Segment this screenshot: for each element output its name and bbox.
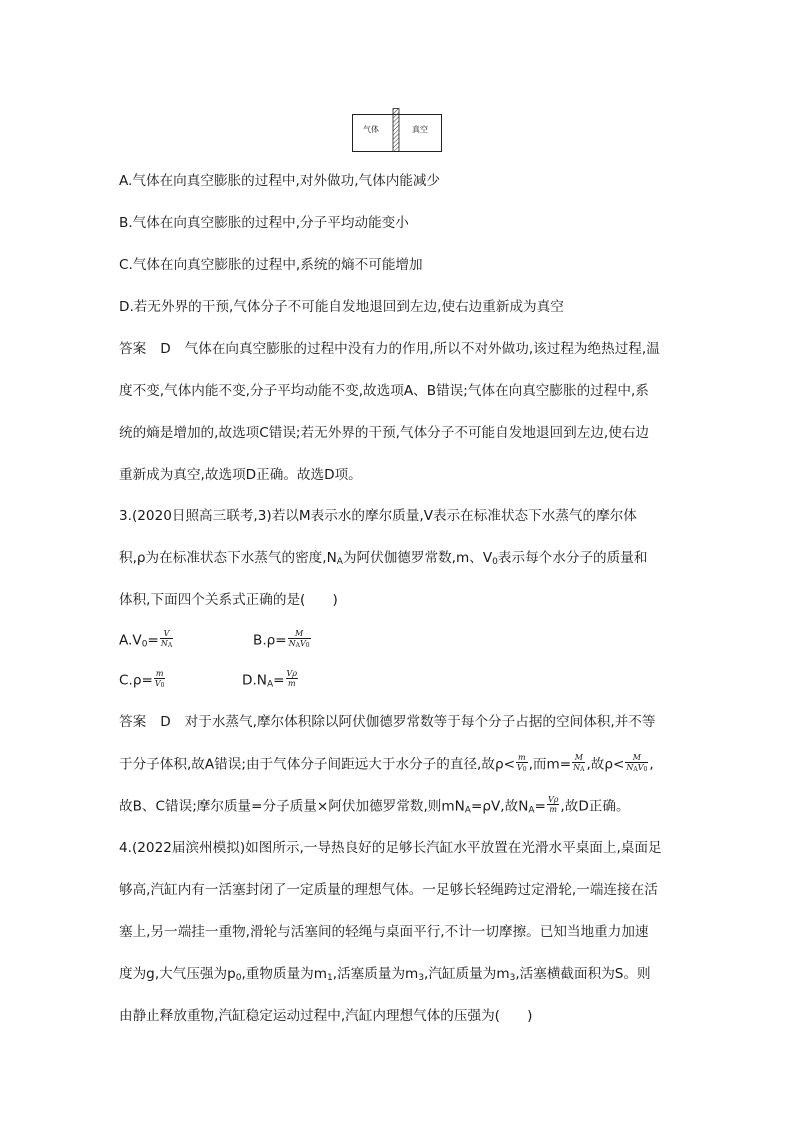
fraction-m-over-v0 [516,753,528,772]
den-sub-0: 0 [305,642,310,649]
q2-answer-choice: D [160,341,171,357]
q4-line-4 [119,965,651,983]
denominator [572,763,585,772]
q3-option-d-prefix: D.N [242,672,267,689]
den-sub-0: 0 [643,766,648,773]
q3-option-c [119,671,166,690]
den-sub-0: 0 [160,682,165,689]
q2-answer-line [119,340,660,358]
q4-line-4c: ,活塞质量为m [332,966,419,982]
den-sub-a: A [580,766,585,773]
fraction-v-over-na [160,629,173,648]
q4-line-2: 够高,汽缸内有一活塞封闭了一定质量的理想气体。一足够长轻绳跨过定滑轮,一端连接在活 [119,882,658,898]
q3-explanation-2 [119,755,654,774]
q3-exp-2a: 于分子体积,故A错误;由于气体分子间距远大于水分子的直径,故ρ< [119,756,515,773]
denominator: m [549,805,557,814]
q3-stem-3: 体积,下面四个关系式正确的是( ) [119,592,338,608]
denominator [160,639,173,648]
q4-line-4b: ,重物质量为m [241,966,328,982]
numerator: m [154,669,166,679]
equals-sign: = [273,672,285,689]
q3-option-c-prefix: C.ρ= [119,672,153,689]
den-n: N [573,763,581,772]
numerator: m [516,753,528,763]
piston [393,109,399,152]
subscript-0: 0 [141,639,148,650]
den-n: N [160,639,168,648]
numerator: M [288,629,311,639]
q3-exp-2c: ,故ρ< [586,756,625,773]
q3-exp-3c: = [534,798,546,815]
fraction-vrho-over-m [547,795,559,814]
q4-line-5: 由静止释放重物,汽缸稳定运动过程中,汽缸内理想气体的压强为( ) [119,1008,533,1024]
subscript-0: 0 [235,973,242,983]
numerator: M [625,753,648,763]
q2-option-d: D.若无外界的干预,气体分子不可能自发地退回到左边,使右边重新成为真空 [119,299,564,315]
q3-exp-3d: ,故D正确。 [560,798,630,815]
equals-sign: = [147,632,159,649]
q3-explanation-1: 对于水蒸气,摩尔体积除以阿伏伽德罗常数等于每个分子占据的空间体积,并不等 [184,714,656,730]
q3-option-b [253,631,312,650]
q3-stem-2b: 为阿伏伽德罗常数,m、V [342,550,493,566]
subscript-a: A [528,805,535,816]
denominator [288,639,311,648]
q3-option-d [242,671,299,690]
vacuum-label: 真空 [412,125,428,134]
den-sub-a: A [295,642,301,649]
numerator: M [572,753,585,763]
subscript-3: 3 [418,973,425,983]
q2-explanation-3: 统的熵是增加的,故选项C错误;若无外界的干预,气体分子不可能自发地退回到左边,使右边 [119,425,650,441]
q2-explanation-1: 气体在向真空膨胀的过程中没有力的作用,所以不对外做功,该过程为绝热过程,温 [184,341,660,357]
numerator: Vρ [547,795,559,804]
gas-label: 气体 [363,125,379,134]
numerator: V [160,629,173,639]
q2-answer-label: 答案 [119,341,147,357]
q2-option-b: B.气体在向真空膨胀的过程中,分子平均动能变小 [119,215,409,231]
den-v: V [516,763,523,772]
q2-explanation-4: 重新成为真空,故选项D正确。故选D项。 [119,467,362,483]
den-sub-0: 0 [522,766,527,773]
q4-line-4e: ,活塞横截面积为S。则 [515,966,651,982]
q3-answer-label: 答案 [119,714,147,730]
den-v: V [300,639,306,648]
subscript-1: 1 [327,973,333,983]
den-n: N [288,639,296,648]
q3-exp-3b: =ρV,故N [470,798,529,815]
q4-line-3: 塞上,另一端挂一重物,滑轮与活塞间的轻绳与桌面平行,不计一切摩擦。已知当地重力加速 [119,924,649,940]
q3-exp-2b: ,而m= [528,756,572,773]
q2-explanation-2: 度不变,气体内能不变,分子平均动能不变,故选项A、B错误;气体在向真空膨胀的过程中,系 [119,383,649,399]
fraction-m-over-na-v0 [288,629,311,648]
q2-option-a: A.气体在向真空膨胀的过程中,对外做功,气体内能减少 [119,173,441,189]
cylinder-figure [352,108,442,152]
q4-line-4a: 度为g,大气压强为p [119,966,236,982]
fraction-vrho-over-m [286,669,298,688]
q3-stem-2c: 表示每个水分子的质量和 [497,550,648,566]
q3-option-a-prefix: A.V [119,632,142,649]
denominator [625,763,648,772]
q3-stem-2a: 积,ρ为在标准状态下水蒸气的密度,N [119,550,337,566]
subscript-3: 3 [509,973,516,983]
subscript-a: A [266,679,274,690]
fraction-m-over-na-v0 [625,753,648,772]
q3-stem-1: 3.(2020日照高三联考,3)若以M表示水的摩尔质量,V表示在标准状态下水蒸气的摩尔体 [119,508,637,524]
fraction-m-over-v0 [154,669,166,688]
q3-option-a [119,631,174,650]
denominator [154,679,166,688]
q3-answer-choice: D [160,714,171,730]
q2-option-c: C.气体在向真空膨胀的过程中,系统的熵不可能增加 [119,257,423,273]
den-n: N [626,763,634,772]
q4-line-1: 4.(2022届滨州模拟)如图所示,一导热良好的足够长汽缸水平放置在光滑水平桌面上,桌面足 [119,840,662,856]
q3-stem-2 [119,549,647,567]
q3-answer-line [119,713,655,731]
q3-explanation-3 [119,797,630,816]
denominator [516,763,528,772]
subscript-a: A [464,805,471,816]
q3-exp-2d: , [649,756,654,773]
denominator: m [287,679,296,688]
den-v: V [637,763,644,772]
fraction-m-over-na [572,753,585,772]
q4-line-4d: ,汽缸质量为m [424,966,510,982]
q3-exp-3a: 故B、C错误;摩尔质量=分子质量×阿伏加德罗常数,则mN [119,798,465,815]
q3-option-b-prefix: B.ρ= [253,632,287,649]
den-sub-a: A [633,766,638,773]
den-sub-a: A [167,642,173,649]
subscript-0: 0 [492,557,498,567]
den-v: V [154,679,161,688]
subscript-a: A [336,557,343,567]
numerator: Vρ [286,669,298,678]
